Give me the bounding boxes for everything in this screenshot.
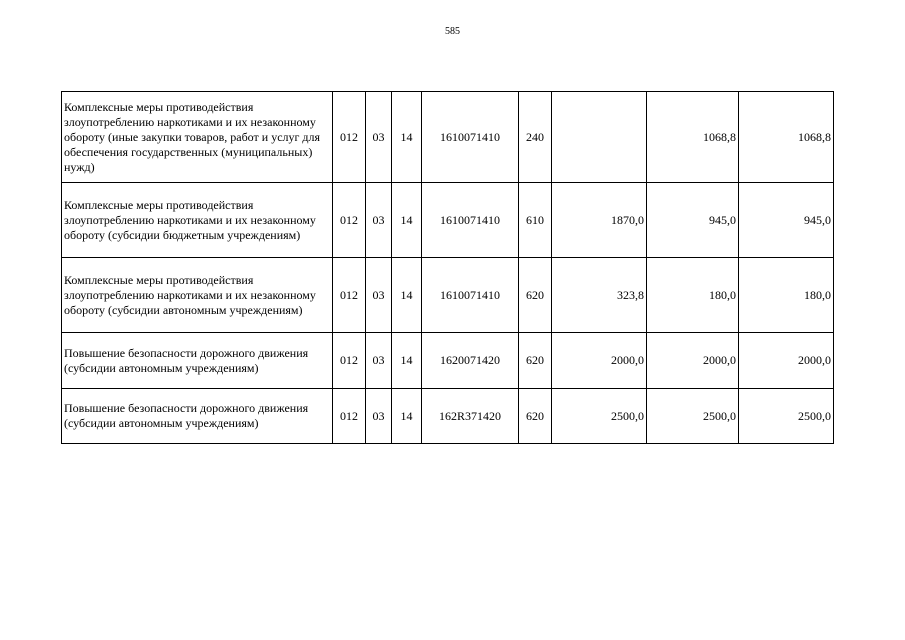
ministry-code: 012 [333, 333, 366, 389]
amount-3: 1068,8 [739, 92, 834, 183]
ministry-code: 012 [333, 258, 366, 333]
section-code: 03 [366, 92, 392, 183]
section-code: 03 [366, 258, 392, 333]
row-description: Комплексные меры противодействия злоупотреблению наркотиками и их незаконному обороту (иные закупки товаров, работ и услуг для обеспечения государственных (муниципальных) нужд) [62, 92, 333, 183]
target-article-code: 1610071410 [422, 92, 519, 183]
amount-3: 2500,0 [739, 389, 834, 444]
amount-2: 2000,0 [647, 333, 739, 389]
target-article-code: 1610071410 [422, 183, 519, 258]
section-code: 03 [366, 333, 392, 389]
amount-3: 2000,0 [739, 333, 834, 389]
subsection-code: 14 [392, 258, 422, 333]
row-description: Повышение безопасности дорожного движения (субсидии автономным учреждениям) [62, 389, 333, 444]
amount-2: 2500,0 [647, 389, 739, 444]
row-description: Комплексные меры противодействия злоупотреблению наркотиками и их незаконному обороту (субсидии автономным учреждениям) [62, 258, 333, 333]
section-code: 03 [366, 183, 392, 258]
amount-2: 1068,8 [647, 92, 739, 183]
table-row [62, 389, 834, 444]
table-row [62, 92, 834, 183]
ministry-code: 012 [333, 183, 366, 258]
expense-type-code: 240 [519, 92, 552, 183]
ministry-code: 012 [333, 389, 366, 444]
subsection-code: 14 [392, 389, 422, 444]
table-row [62, 183, 834, 258]
amount-1 [552, 92, 647, 183]
expense-type-code: 620 [519, 333, 552, 389]
expense-type-code: 620 [519, 389, 552, 444]
table-row [62, 258, 834, 333]
page-number: 585 [445, 26, 460, 37]
expense-type-code: 610 [519, 183, 552, 258]
target-article-code: 162R371420 [422, 389, 519, 444]
subsection-code: 14 [392, 333, 422, 389]
amount-1: 323,8 [552, 258, 647, 333]
target-article-code: 1620071420 [422, 333, 519, 389]
section-code: 03 [366, 389, 392, 444]
subsection-code: 14 [392, 183, 422, 258]
row-description: Повышение безопасности дорожного движения (субсидии автономным учреждениям) [62, 333, 333, 389]
amount-1: 1870,0 [552, 183, 647, 258]
table-row [62, 333, 834, 389]
amount-1: 2000,0 [552, 333, 647, 389]
target-article-code: 1610071410 [422, 258, 519, 333]
amount-2: 180,0 [647, 258, 739, 333]
budget-table [61, 91, 834, 444]
amount-3: 180,0 [739, 258, 834, 333]
row-description: Комплексные меры противодействия злоупотреблению наркотиками и их незаконному обороту (субсидии бюджетным учреждениям) [62, 183, 333, 258]
expense-type-code: 620 [519, 258, 552, 333]
subsection-code: 14 [392, 92, 422, 183]
amount-1: 2500,0 [552, 389, 647, 444]
ministry-code: 012 [333, 92, 366, 183]
amount-2: 945,0 [647, 183, 739, 258]
amount-3: 945,0 [739, 183, 834, 258]
